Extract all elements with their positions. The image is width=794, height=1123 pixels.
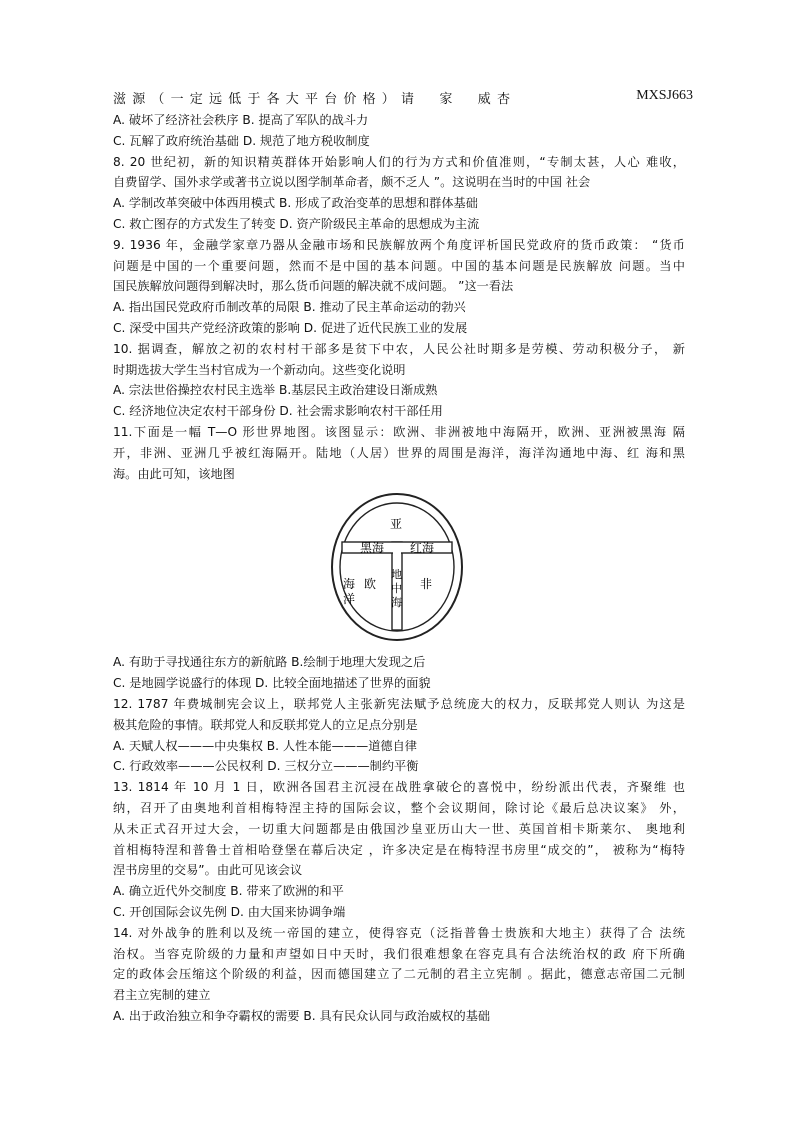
text-line: A. 指出国民党政府币制改革的局限 B. 推动了民主革命运动的勃兴 xyxy=(113,300,466,315)
text-line: 9. 1936 年，金融学家章乃器从金融市场和民族解放两个角度评析国民党政府的货币政策： “货币 xyxy=(113,237,685,252)
text-line: 14. 对外战争的胜利以及统一帝国的建立，使得容克（泛指普鲁士贵族和大地主）获得了合 法统 xyxy=(113,925,685,940)
text-line: A. 确立近代外交制度 B. 带来了欧洲的和平 xyxy=(113,884,344,899)
text-line: 涅书房里的交易”。由此可见该会议 xyxy=(113,863,303,878)
text-line: 13. 1814 年 10 月 1 日，欧洲各国君主沉浸在战胜拿破仑的喜悦中，纷纷派出代表，齐聚维 也 xyxy=(113,780,685,795)
text-line: C. 瓦解了政府统治基础 D. 规范了地方税收制度 xyxy=(113,133,370,148)
text-line: 问题是中国的一个重要问题，然而不是中国的基本问题。中国的基本问题是民族解放 问题。当中 xyxy=(113,258,685,273)
text-line: 10. 据调查，解放之初的农村村干部多是贫下中农，人民公社时期多是劳模、劳动积极分子， 新 xyxy=(113,341,685,356)
t-o-world-map xyxy=(113,492,685,642)
text-line: C. 经济地位决定农村干部身份 D. 社会需求影响农村干部任用 xyxy=(113,404,443,419)
text-line: A. 宗法世俗操控农村民主选举 B.基层民主政治建设日渐成熟 xyxy=(113,383,438,398)
text-line: C. 是地圆学说盛行的体现 D. 比较全面地描述了世界的面貌 xyxy=(113,676,431,691)
text-line: 从未正式召开过大会，一切重大问题都是由俄国沙皇亚历山大一世、英国首相卡斯莱尔、 奥地利 xyxy=(113,821,685,836)
header-title: 滋源（一定远低于各大平台价格）请 家 威杏 xyxy=(113,92,517,107)
header-code: MXSJ663 xyxy=(636,88,693,103)
asia-label: 亚 xyxy=(390,517,403,532)
text-line: A. 学制改革突破中体西用模式 B. 形成了政治变革的思想和群体基础 xyxy=(113,196,478,211)
red-sea-label: 红海 xyxy=(410,541,435,556)
text-line: A. 有助于寻找通往东方的新航路 B.绘制于地理大发现之后 xyxy=(113,655,426,670)
text-line: 治权。当容克阶级的力量和声望如日中天时，我们很难想象在容克具有合法统治权的政 府下所确 xyxy=(113,946,685,961)
page-header xyxy=(113,88,693,110)
text-line: 时期选拔大学生当村官成为一个新动向。这些变化说明 xyxy=(113,362,406,377)
text-line: 纳，召开了由奥地利首相梅特涅主持的国际会议，整个会议期间，除讨论《最后总决议案》 外， xyxy=(113,800,685,815)
text-line: 海。由此可知，该地图 xyxy=(113,466,235,481)
text-line: C. 救亡图存的方式发生了转变 D. 资产阶级民主革命的思想成为主流 xyxy=(113,216,480,231)
mediterranean-label-3: 海 xyxy=(391,596,402,610)
text-line: 国民族解放问题得到解决时，那么货币问题的解决就不成问题。 ”这一看法 xyxy=(113,279,514,294)
text-line: 首相梅特涅和普鲁士首相哈登堡在幕后决定 ，许多决定是在梅特涅书房里“成交的”， 被称为“梅特 xyxy=(113,842,685,857)
africa-label: 非 xyxy=(420,577,433,592)
text-line: 自费留学、国外求学或著书立说以图学制革命者，颇不乏人 ”。这说明在当时的中国 社会 xyxy=(113,175,591,190)
mediterranean-label-1: 地 xyxy=(391,568,402,582)
text-line: 君主立宪制的建立 xyxy=(113,988,211,1003)
text-line: C. 开创国际会议先例 D. 由大国来协调争端 xyxy=(113,904,346,919)
text-line: 极其危险的事情。联邦党人和反联邦党人的立足点分别是 xyxy=(113,717,418,732)
black-sea-label: 黑海 xyxy=(360,541,385,556)
text-line: 开，非洲、亚洲几乎被红海隔开。陆地（人居）世界的周围是海洋，海洋沟通地中海、红 海和黑 xyxy=(113,445,685,460)
text-line: 11.下面是一幅 T—O 形世界地图。该图显示：欧洲、非洲被地中海隔开，欧洲、亚洲被黑海 隔 xyxy=(113,424,685,439)
text-line: 12. 1787 年费城制宪会议上，联邦党人主张新宪法赋予总统庞大的权力，反联邦党人则认 为这是 xyxy=(113,696,685,711)
europe-label: 欧 xyxy=(364,577,377,592)
text-line: 8. 20 世纪初，新的知识精英群体开始影响人们的行为方式和价值准则，“专制太甚，人心 难收， xyxy=(113,154,685,169)
ocean-label-2: 洋 xyxy=(343,592,356,607)
text-line: 定的政体会压缩这个阶级的利益，因而德国建立了二元制的君主立宪制 。据此，德意志帝国二元制 xyxy=(113,967,685,982)
t-o-map-figure xyxy=(330,492,465,642)
ocean-label-1: 海 xyxy=(343,577,356,592)
text-line: A. 出于政治独立和争夺霸权的需要 B. 具有民众认同与政治威权的基础 xyxy=(113,1008,491,1023)
text-line: A. 破坏了经济社会秩序 B. 提高了军队的战斗力 xyxy=(113,113,369,127)
text-line: C. 深受中国共产党经济政策的影响 D. 促进了近代民族工业的发展 xyxy=(113,320,468,335)
text-line: A. 天赋人权———中央集权 B. 人性本能———道德自律 xyxy=(113,738,417,753)
text-line: C. 行政效率———公民权利 D. 三权分立———制约平衡 xyxy=(113,759,419,774)
exam-page xyxy=(113,88,693,1027)
mediterranean-label-2: 中 xyxy=(391,582,402,596)
